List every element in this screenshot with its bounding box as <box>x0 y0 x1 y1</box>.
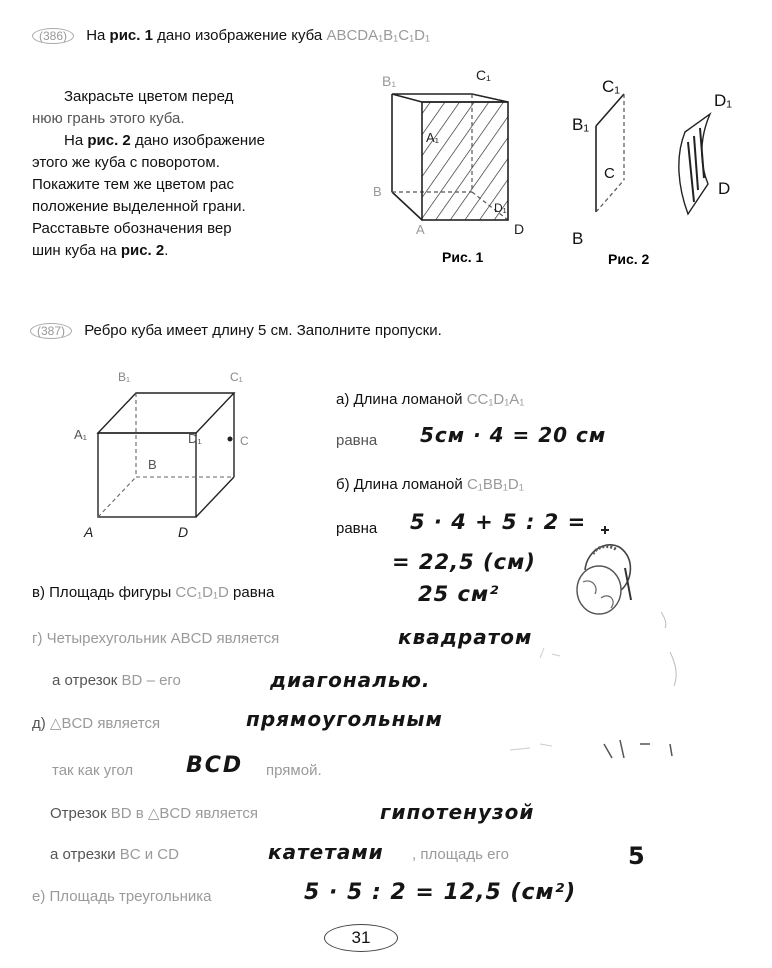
fig1-label-C1: C₁ <box>476 67 491 83</box>
cube-label-D1: D₁ <box>188 431 202 446</box>
item-a-answer: 5см · 4 = 20 см <box>420 423 607 447</box>
item-d-label <box>32 714 160 732</box>
fig2-hidden-bottom <box>596 180 624 212</box>
item-a-label <box>336 391 524 408</box>
fig2-shade-stroke <box>688 142 694 202</box>
fig2-edge-top <box>596 94 624 126</box>
task1-number: (386) <box>32 28 74 44</box>
figure-1-cube <box>370 62 540 272</box>
item-g2-its: – его <box>146 672 181 689</box>
cube-label-D: D <box>178 524 189 540</box>
item-g-is: является <box>216 630 280 647</box>
task2-cube-figure <box>70 365 270 545</box>
item-v-faint: CC₁D₁D <box>175 584 229 601</box>
item-d3-text: Отрезок <box>50 805 107 822</box>
grade-mark: 5 <box>628 842 646 870</box>
fig2-caption: Рис. 2 <box>608 251 650 267</box>
item-e-label: е) Площадь треугольника <box>32 888 212 905</box>
fig1-label-D1: D₁ <box>494 201 507 215</box>
item-g2-label <box>52 672 181 689</box>
cube-bottom-right-edge <box>196 477 234 517</box>
task1-para1-line1: Закрасьте цветом перед <box>64 88 234 105</box>
figure-2-cube <box>560 62 760 272</box>
item-v-label <box>32 584 274 601</box>
cube-label-C1: C₁ <box>230 370 243 384</box>
fig2-label-C: C <box>604 165 615 182</box>
item-v-answer: 25 см² <box>418 582 500 606</box>
task1-para2-line4: положение выделенной грани. <box>32 198 246 215</box>
fig1-label-D: D <box>514 221 525 237</box>
item-b-faint: C₁BB₁D₁ <box>466 476 524 493</box>
task1-heading <box>32 27 430 44</box>
fig2-label-B1: B₁ <box>572 115 590 134</box>
item-d3-answer: гипотенузой <box>380 800 535 824</box>
item-g2-answer: диагональю. <box>270 668 431 692</box>
item-b-answer-line2: = 22,5 (см) <box>392 550 536 574</box>
task2-heading-text: Ребро куба имеет длину 5 см. Заполните пропуски. <box>84 322 442 339</box>
fig1-label-B: B <box>373 184 382 199</box>
faint-scribbles <box>500 640 720 770</box>
fig2-label-D1: D₁ <box>714 91 733 110</box>
task2-heading <box>30 322 442 339</box>
cube-front-face <box>98 433 196 517</box>
item-d4-text: а отрезки <box>50 846 116 863</box>
task1-text <box>32 86 337 262</box>
task1-para2-line1 <box>32 130 337 152</box>
item-d4-segs: BC и CD <box>119 846 179 863</box>
item-d3-label <box>50 804 258 822</box>
doodle-sketch <box>565 520 675 630</box>
item-a-text: а) Длина ломаной <box>336 391 463 408</box>
item-a-faint: CC₁D₁A₁ <box>466 391 525 408</box>
item-d3-seg: BD <box>110 805 132 822</box>
task1-prefix: На <box>86 27 106 44</box>
task1-para2-line6 <box>32 240 337 262</box>
top-face <box>392 94 508 102</box>
item-d4-answer: катетами <box>268 840 384 864</box>
cube-label-B: B <box>148 457 157 472</box>
task1-fig-ref: рис. 1 <box>109 27 153 44</box>
item-d-answer: прямоугольным <box>246 707 443 731</box>
item-b-text: б) Длина ломаной <box>336 476 463 493</box>
item-a-equals: равна <box>336 432 378 449</box>
page-number: 31 <box>351 928 371 947</box>
task1-para2-line5: Расставьте обозначения вер <box>32 220 232 237</box>
page-number-oval <box>324 924 398 952</box>
item-b-equals: равна <box>336 520 378 537</box>
item-d-tri: △BCD <box>49 715 94 732</box>
fig1-label-A1: A₁ <box>426 130 440 145</box>
fig2-label-B: B <box>572 229 584 248</box>
fig1-label-B1: B₁ <box>382 73 397 89</box>
task1-para1-line2: нюю грань этого куба. <box>32 110 185 127</box>
item-g-text: г) Четырехугольник <box>32 630 167 647</box>
edge-bottom-left <box>392 192 422 220</box>
item-v-text: в) Площадь фигуры <box>32 584 172 601</box>
task1-heading-faint: ABCDA₁B₁C₁D₁ <box>326 27 431 44</box>
item-d-text: д) <box>32 715 46 732</box>
item-v-equals: равна <box>233 584 275 601</box>
task1-para2-line3: Покажите тем же цветом рас <box>32 176 234 193</box>
cube-label-A: A <box>84 524 94 540</box>
cube-top-face <box>98 393 234 433</box>
item-d4-rest: , площадь его <box>412 846 509 863</box>
item-b-answer-line1: 5 · 4 + 5 : 2 = <box>410 510 587 534</box>
cube-label-A1: A₁ <box>74 427 88 442</box>
para2-line6-bold: рис. 2 <box>120 242 165 259</box>
para2-line6-suffix: . <box>164 242 169 259</box>
item-b-label <box>336 476 524 493</box>
para2-line6-prefix: шин куба на <box>32 242 117 259</box>
fig2-shade-stroke <box>694 136 698 190</box>
para2-rest: дано изображение <box>134 132 265 149</box>
para2-prefix: На <box>64 132 84 149</box>
fig1-label-A: A <box>416 222 425 237</box>
item-g-answer: квадратом <box>398 625 533 649</box>
item-d3-in: в △BCD является <box>135 805 259 822</box>
para2-bold: рис. 2 <box>87 132 131 149</box>
item-d2-answer: BCD <box>186 753 244 778</box>
task1-para2-line2: этого же куба с поворотом. <box>32 154 220 171</box>
item-g2-text: а отрезок <box>52 672 118 689</box>
item-d2-label: так как угол <box>52 762 134 779</box>
item-g2-seg: BD <box>121 672 143 689</box>
task1-heading-rest: дано изображение куба <box>157 27 323 44</box>
item-e-answer: 5 · 5 : 2 = 12,5 (см²) <box>304 880 577 905</box>
item-d4-label <box>50 846 179 863</box>
cube-label-C: C <box>240 434 249 448</box>
fig2-label-C1: C₁ <box>602 77 621 96</box>
cube-point <box>228 437 233 442</box>
item-d2-rest: прямой. <box>266 762 322 779</box>
fig1-caption: Рис. 1 <box>442 249 484 265</box>
cube-hidden-depth <box>98 477 136 517</box>
cube-label-B1: B₁ <box>118 370 131 384</box>
item-g-label <box>32 630 279 647</box>
item-d-is: является <box>97 715 161 732</box>
task2-number: (387) <box>30 323 72 339</box>
item-g-faint: ABCD <box>170 630 213 647</box>
fig2-label-D: D <box>718 179 731 198</box>
